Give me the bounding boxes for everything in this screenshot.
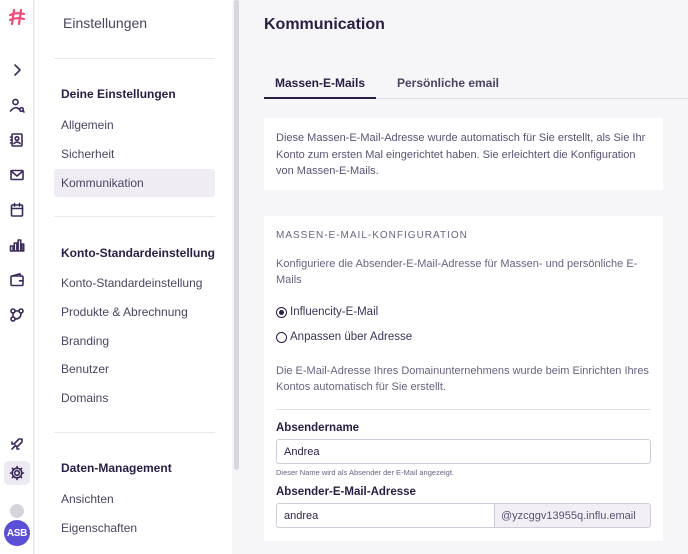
menu-item-benutzer[interactable]: Benutzer — [61, 362, 110, 376]
radio-unchecked-icon[interactable] — [276, 332, 287, 343]
sender-name-input[interactable] — [276, 439, 651, 464]
menu-item-allgemein[interactable]: Allgemein — [61, 118, 114, 132]
menu-item-sicherheit[interactable]: Sicherheit — [61, 147, 115, 161]
user-ghost-icon — [10, 504, 24, 518]
menu-group-deine-einstellungen: Deine Einstellungen — [61, 87, 176, 101]
tab-massen-e-mails[interactable]: Massen-E-Mails — [264, 68, 376, 99]
menu-divider — [54, 432, 215, 433]
menu-item-domains[interactable]: Domains — [61, 391, 109, 405]
menu-item-eigenschaften[interactable]: Eigenschaften — [61, 521, 138, 535]
wallet-icon[interactable] — [6, 269, 28, 291]
logo-icon[interactable] — [6, 6, 28, 28]
menu-item-branding[interactable]: Branding — [61, 334, 110, 348]
settings-menu — [35, 0, 232, 554]
sender-name-hint: Dieser Name wird als Absender der E-Mail angezeigt. — [276, 468, 454, 477]
radio-checked-icon[interactable] — [276, 307, 287, 318]
account-area — [4, 504, 30, 548]
option-custom-address[interactable] — [276, 331, 412, 343]
mail-icon[interactable] — [6, 164, 28, 186]
expand-chevron-icon[interactable] — [6, 59, 28, 81]
calendar-icon[interactable] — [6, 199, 28, 221]
option-label: Influencity-E-Mail — [290, 306, 379, 318]
tab-persoenliche-email[interactable]: Persönliche email — [396, 76, 500, 90]
page-title: Kommunication — [264, 16, 385, 33]
menu-item-ansichten[interactable]: Ansichten — [61, 492, 114, 506]
menu-divider — [54, 58, 215, 59]
workflow-icon[interactable] — [6, 304, 28, 326]
config-description: Konfiguriere die Absender-E-Mail-Adresse für Massen- und persönliche E-Mails — [276, 258, 638, 286]
config-heading: MASSEN-E-MAIL-KONFIGURATION — [276, 230, 468, 241]
sender-name-label: Absendername — [276, 422, 360, 434]
menu-item-kommunikation[interactable]: Kommunikation — [54, 169, 215, 197]
config-card — [264, 216, 663, 541]
menu-title: Einstellungen — [63, 15, 148, 31]
avatar[interactable]: ASB — [4, 520, 30, 546]
config-note: Die E-Mail-Adresse Ihres Domainunternehmens wurde beim Einrichten Ihres Kontos automatisch für Sie erstellt. — [276, 365, 649, 393]
launch-icon[interactable] — [6, 433, 28, 455]
menu-group-daten-management: Daten-Management — [61, 461, 172, 475]
info-text: Diese Massen-E-Mail-Adresse wurde automatisch für Sie erstellt, als Sie Ihr Konto zum ersten Mal eingerichtet haben. Sie erleichtert die Konfiguration von Massen-E-Mails. — [276, 132, 646, 177]
main-content — [240, 0, 688, 554]
icon-rail — [0, 0, 34, 554]
sender-email-domain: @yzcggv13955q.influ.email — [495, 503, 651, 528]
settings-icon[interactable] — [6, 462, 28, 484]
info-card — [264, 118, 663, 190]
menu-item-konto-standardeinstellung[interactable]: Konto-Standardeinstellung — [61, 276, 203, 290]
menu-divider — [54, 216, 215, 217]
analytics-icon[interactable] — [6, 234, 28, 256]
sender-email-label: Absender-E-Mail-Adresse — [276, 486, 416, 498]
option-label: Anpassen über Adresse — [290, 331, 413, 343]
tab-bar — [264, 68, 688, 99]
menu-item-produkte-abrechnung[interactable]: Produkte & Abrechnung — [61, 305, 188, 319]
config-divider — [276, 409, 651, 410]
option-influencity-email[interactable] — [276, 306, 378, 318]
menu-group-konto-standardeinstellung: Konto-Standardeinstellung — [61, 246, 215, 260]
contacts-icon[interactable] — [6, 94, 28, 116]
sender-email-input[interactable] — [276, 503, 495, 528]
menu-scrollbar[interactable] — [234, 0, 239, 470]
address-book-icon[interactable] — [6, 129, 28, 151]
